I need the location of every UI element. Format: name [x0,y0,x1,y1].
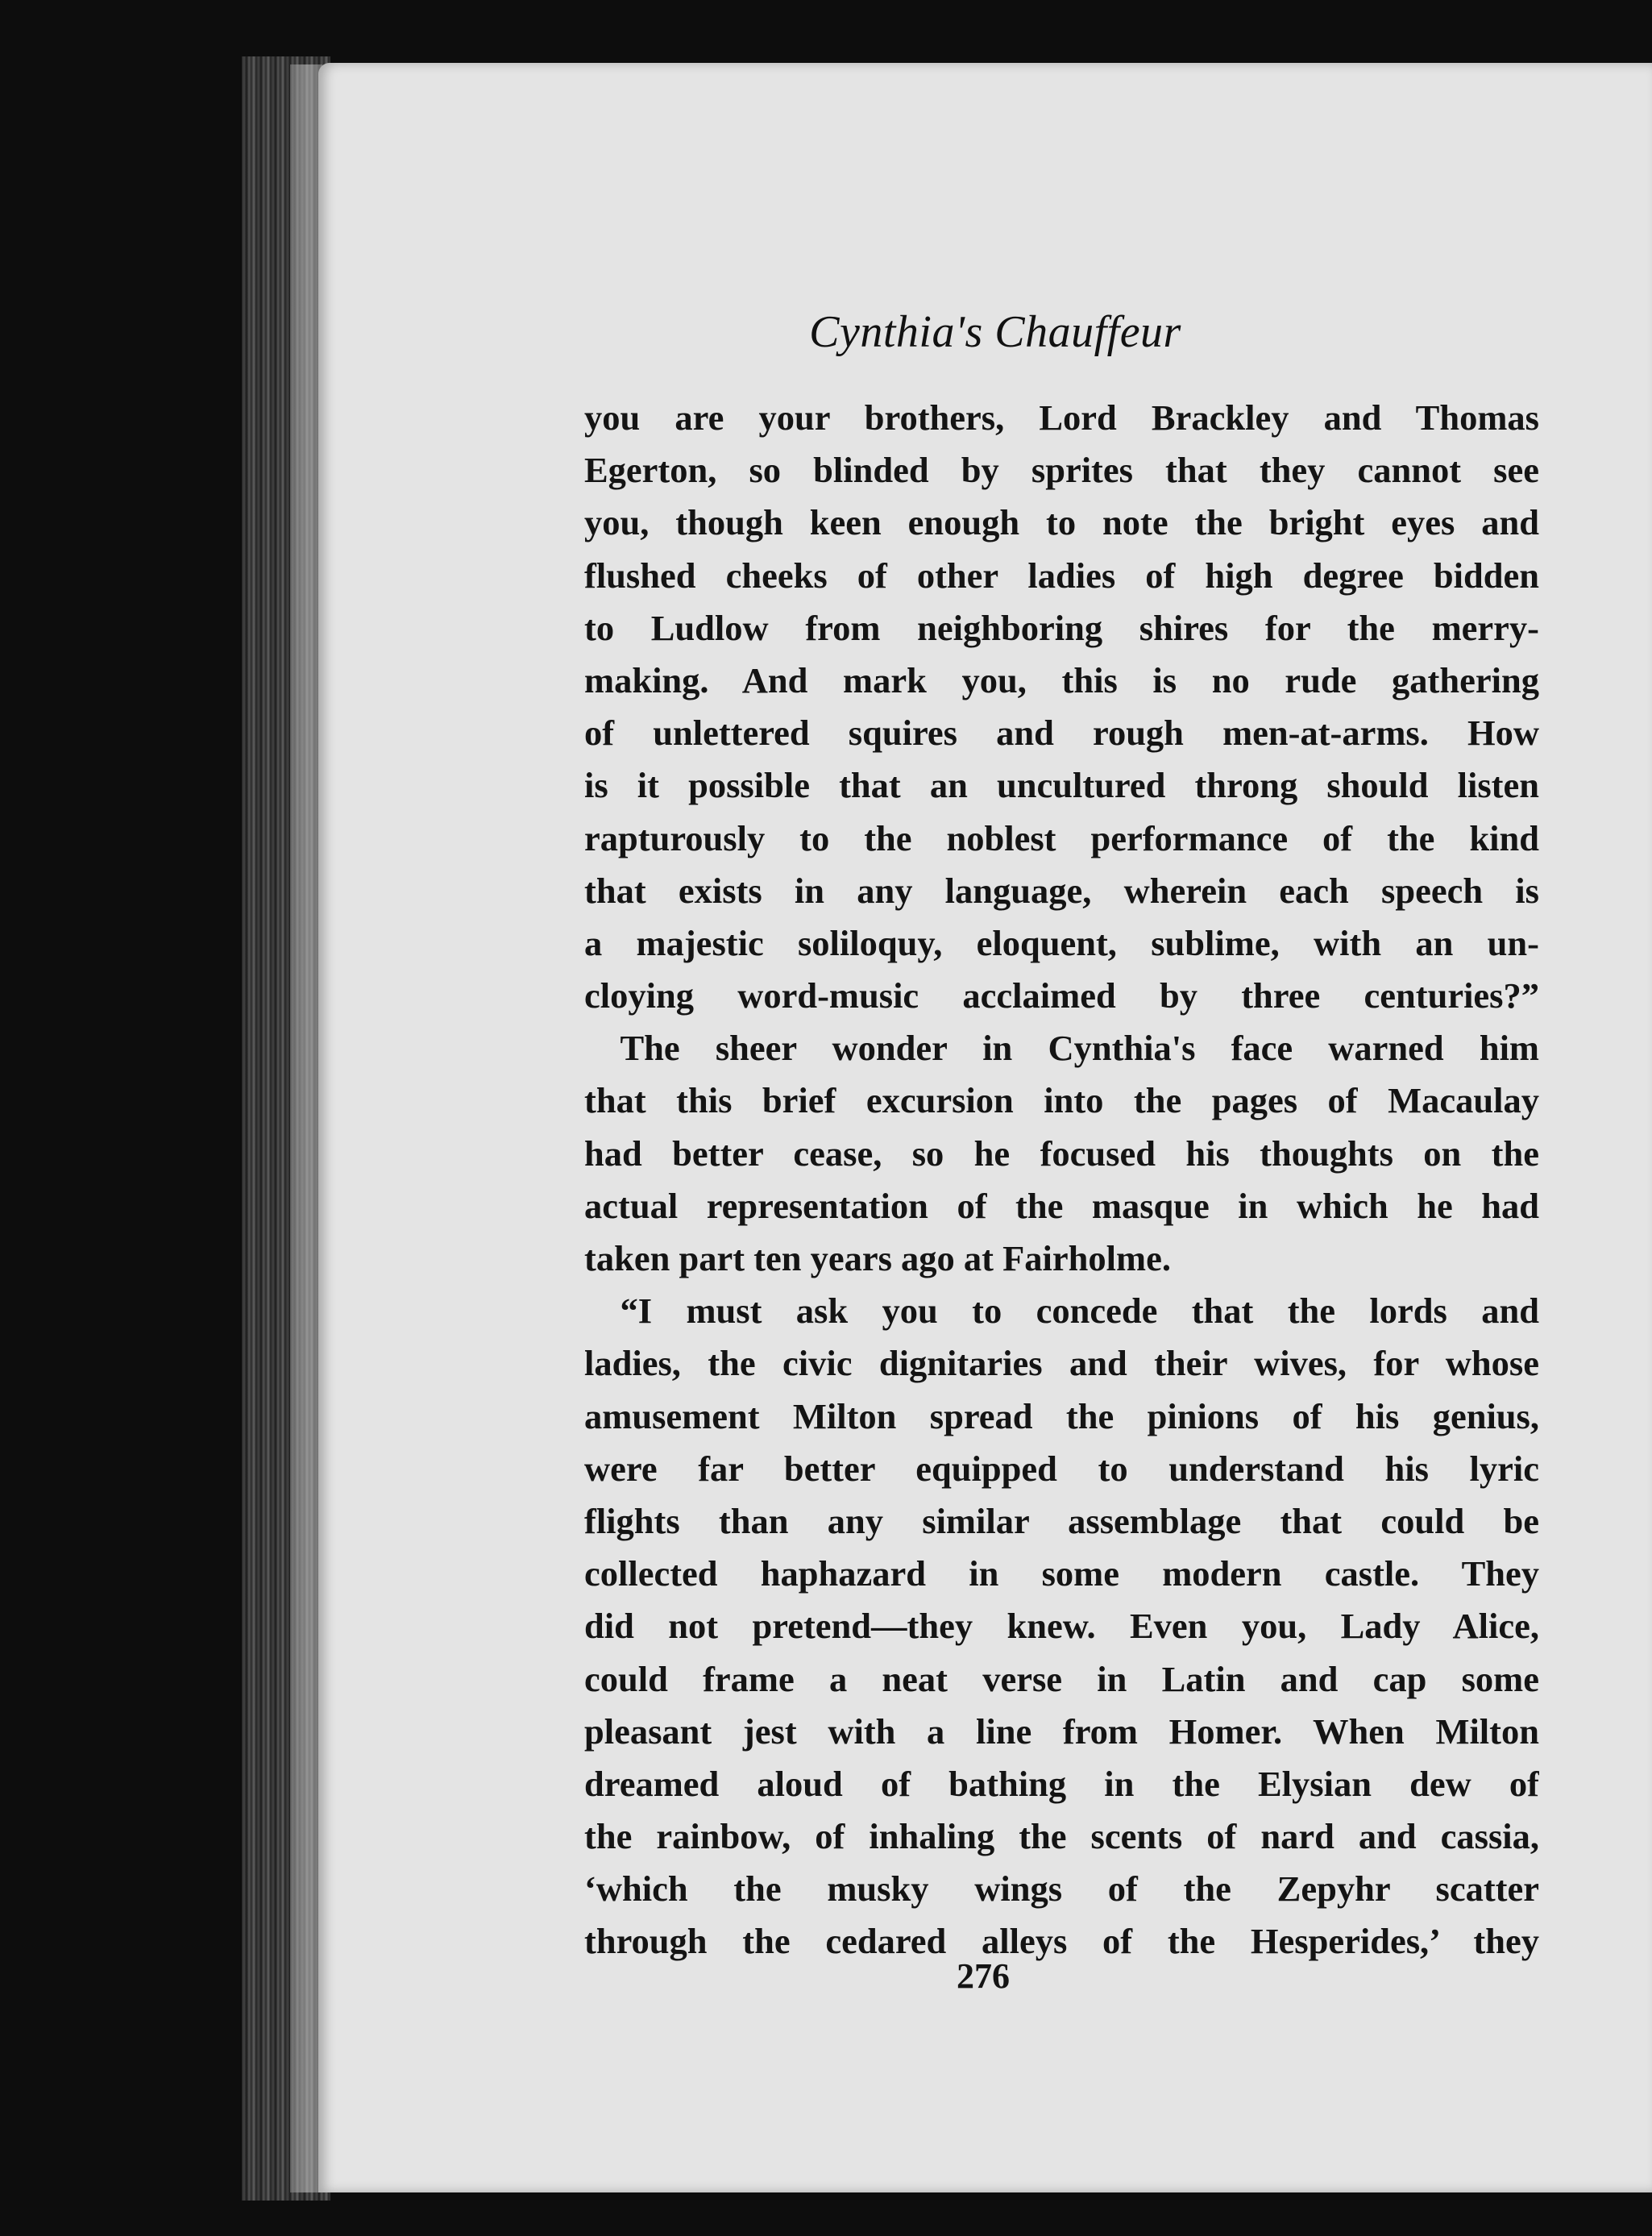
text-line: you, though keen enough to note the bright eyes and [584,502,1539,543]
page-number: 276 [957,1956,1010,1996]
text-line: “I must ask you to concede that the lords and [584,1290,1539,1332]
text-line: a majestic soliloquy, eloquent, sublime, with an un- [584,922,1539,963]
page-number-row [318,1955,1648,1997]
text-line: pleasant jest with a line from Homer. When Milton [584,1710,1539,1752]
text-line: were far better equipped to understand his lyric [584,1448,1539,1489]
text-line: ladies, the civic dignitaries and their wives, for whose [584,1343,1539,1384]
running-head: Cynthia's Chauffeur [809,307,1181,357]
text-line: actual representation of the masque in which he had [584,1185,1539,1226]
text-line: had better cease, so he focused his thoughts on the [584,1133,1539,1174]
text-line: rapturously to the noblest performance of the kind [584,817,1539,858]
text-line: taken part ten years ago at Fairholme. [584,1238,1171,1278]
text-line: collected haphazard in some modern castle. They [584,1553,1539,1594]
text-line: to Ludlow from neighboring shires for the merry- [584,607,1539,648]
text-line: dreamed aloud of bathing in the Elysian dew of [584,1763,1539,1804]
text-line: of unlettered squires and rough men-at-arms. How [584,713,1539,754]
text-line: the rainbow, of inhaling the scents of nard and cassia, [584,1816,1539,1857]
text-line: amusement Milton spread the pinions of his genius, [584,1395,1539,1436]
text-line: that exists in any language, wherein each speech is [584,870,1539,911]
text-line: is it possible that an uncultured throng should listen [584,765,1539,806]
text-line: cloying word-music acclaimed by three centuries?” [584,975,1539,1016]
book-page [318,63,1652,2192]
text-line: could frame a neat verse in Latin and cap some [584,1658,1539,1699]
text-line: The sheer wonder in Cynthia's face warned him [584,1028,1539,1069]
text-line: that this brief excursion into the pages of Macaulay [584,1080,1539,1121]
text-line: through the cedared alleys of the Hesperides,’ they [584,1921,1539,1962]
body-text [584,392,1539,1968]
text-line: Egerton, so blinded by sprites that they cannot see [584,450,1539,491]
text-line: did not pretend—they knew. Even you, Lady Alice, [584,1606,1539,1647]
text-line: ‘which the musky wings of the Zepyhr scatter [584,1868,1539,1910]
text-line: making. And mark you, this is no rude gathering [584,659,1539,700]
text-line: flights than any similar assemblage that could be [584,1500,1539,1541]
text-line: flushed cheeks of other ladies of high degree bidden [584,555,1539,596]
text-line: you are your brothers, Lord Brackley and Thomas [584,397,1539,438]
page-edge-highlight [290,64,322,2192]
